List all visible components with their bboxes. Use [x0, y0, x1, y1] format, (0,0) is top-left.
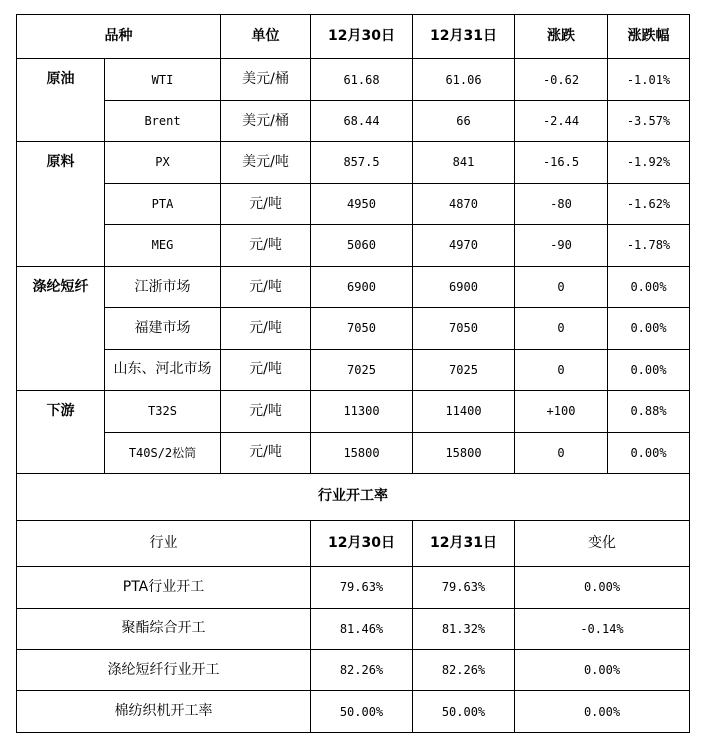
item-change: 0 — [515, 266, 608, 307]
item-dec30: 11300 — [311, 391, 413, 432]
industry-change: 0.00% — [515, 567, 690, 608]
operating-header-row — [17, 520, 690, 567]
item-unit: 元/吨 — [221, 308, 311, 349]
table-row — [17, 567, 690, 608]
item-dec30: 6900 — [311, 266, 413, 307]
item-dec31: 15800 — [413, 432, 515, 473]
item-dec30: 4950 — [311, 183, 413, 224]
item-name: 山东、河北市场 — [105, 349, 221, 390]
table-row — [17, 266, 690, 307]
price-header-row — [17, 15, 690, 59]
item-change-pct: -3.57% — [608, 100, 690, 141]
industry-dec31: 79.63% — [413, 567, 515, 608]
category-downstream: 下游 — [17, 391, 105, 474]
item-name: WTI — [105, 59, 221, 100]
item-change: 0 — [515, 308, 608, 349]
table-row — [17, 225, 690, 266]
industry-dec31: 82.26% — [413, 649, 515, 690]
header-op-dec30: 12月30日 — [311, 520, 413, 567]
item-dec31: 7050 — [413, 308, 515, 349]
item-name: 江浙市场 — [105, 266, 221, 307]
industry-change: 0.00% — [515, 691, 690, 733]
item-change-pct: -1.92% — [608, 142, 690, 183]
table-row — [17, 649, 690, 690]
header-variety: 品种 — [17, 15, 221, 59]
item-name: T40S/2松筒 — [105, 432, 221, 473]
table-row — [17, 183, 690, 224]
header-dec30: 12月30日 — [311, 15, 413, 59]
price-table — [16, 14, 690, 733]
category-crude-oil: 原油 — [17, 59, 105, 142]
industry-change: -0.14% — [515, 608, 690, 649]
item-change-pct: -1.78% — [608, 225, 690, 266]
table-row — [17, 608, 690, 649]
table-row — [17, 59, 690, 100]
item-unit: 元/吨 — [221, 432, 311, 473]
industry-dec31: 50.00% — [413, 691, 515, 733]
item-dec31: 7025 — [413, 349, 515, 390]
item-dec30: 68.44 — [311, 100, 413, 141]
item-dec30: 5060 — [311, 225, 413, 266]
item-dec30: 7025 — [311, 349, 413, 390]
category-polyester-staple: 涤纶短纤 — [17, 266, 105, 390]
table-row — [17, 349, 690, 390]
header-op-change: 变化 — [515, 520, 690, 567]
item-dec31: 66 — [413, 100, 515, 141]
item-change: -80 — [515, 183, 608, 224]
item-dec31: 6900 — [413, 266, 515, 307]
item-name: Brent — [105, 100, 221, 141]
item-unit: 元/吨 — [221, 391, 311, 432]
item-dec30: 61.68 — [311, 59, 413, 100]
item-change: 0 — [515, 349, 608, 390]
industry-dec30: 82.26% — [311, 649, 413, 690]
table-row — [17, 142, 690, 183]
industry-change: 0.00% — [515, 649, 690, 690]
header-unit: 单位 — [221, 15, 311, 59]
item-change: -90 — [515, 225, 608, 266]
item-name: PX — [105, 142, 221, 183]
header-change: 涨跌 — [515, 15, 608, 59]
item-change: -2.44 — [515, 100, 608, 141]
industry-name: 棉纺织机开工率 — [17, 691, 311, 733]
item-change: 0 — [515, 432, 608, 473]
item-unit: 元/吨 — [221, 349, 311, 390]
item-change-pct: 0.00% — [608, 308, 690, 349]
item-name: 福建市场 — [105, 308, 221, 349]
item-unit: 元/吨 — [221, 266, 311, 307]
item-name: T32S — [105, 391, 221, 432]
header-dec31: 12月31日 — [413, 15, 515, 59]
category-raw-materials: 原料 — [17, 142, 105, 266]
header-change-pct: 涨跌幅 — [608, 15, 690, 59]
item-change: -0.62 — [515, 59, 608, 100]
industry-dec30: 79.63% — [311, 567, 413, 608]
item-unit: 美元/桶 — [221, 100, 311, 141]
item-change: +100 — [515, 391, 608, 432]
industry-name: PTA行业开工 — [17, 567, 311, 608]
industry-name: 聚酯综合开工 — [17, 608, 311, 649]
table-row — [17, 691, 690, 733]
table-row — [17, 391, 690, 432]
industry-dec30: 81.46% — [311, 608, 413, 649]
item-dec30: 15800 — [311, 432, 413, 473]
item-change-pct: -1.62% — [608, 183, 690, 224]
header-industry: 行业 — [17, 520, 311, 567]
item-change-pct: 0.88% — [608, 391, 690, 432]
item-dec31: 61.06 — [413, 59, 515, 100]
section-title-row — [17, 474, 690, 521]
item-dec31: 11400 — [413, 391, 515, 432]
item-dec30: 7050 — [311, 308, 413, 349]
item-dec31: 4970 — [413, 225, 515, 266]
header-op-dec31: 12月31日 — [413, 520, 515, 567]
table-row — [17, 432, 690, 473]
operating-rate-title: 行业开工率 — [17, 474, 690, 521]
item-name: MEG — [105, 225, 221, 266]
item-dec31: 841 — [413, 142, 515, 183]
item-change-pct: -1.01% — [608, 59, 690, 100]
item-change-pct: 0.00% — [608, 349, 690, 390]
item-unit: 元/吨 — [221, 183, 311, 224]
item-dec31: 4870 — [413, 183, 515, 224]
item-name: PTA — [105, 183, 221, 224]
item-unit: 美元/吨 — [221, 142, 311, 183]
item-change-pct: 0.00% — [608, 266, 690, 307]
item-change: -16.5 — [515, 142, 608, 183]
industry-name: 涤纶短纤行业开工 — [17, 649, 311, 690]
item-change-pct: 0.00% — [608, 432, 690, 473]
table-row — [17, 308, 690, 349]
industry-dec31: 81.32% — [413, 608, 515, 649]
item-unit: 元/吨 — [221, 225, 311, 266]
table-row — [17, 100, 690, 141]
industry-dec30: 50.00% — [311, 691, 413, 733]
item-dec30: 857.5 — [311, 142, 413, 183]
item-unit: 美元/桶 — [221, 59, 311, 100]
